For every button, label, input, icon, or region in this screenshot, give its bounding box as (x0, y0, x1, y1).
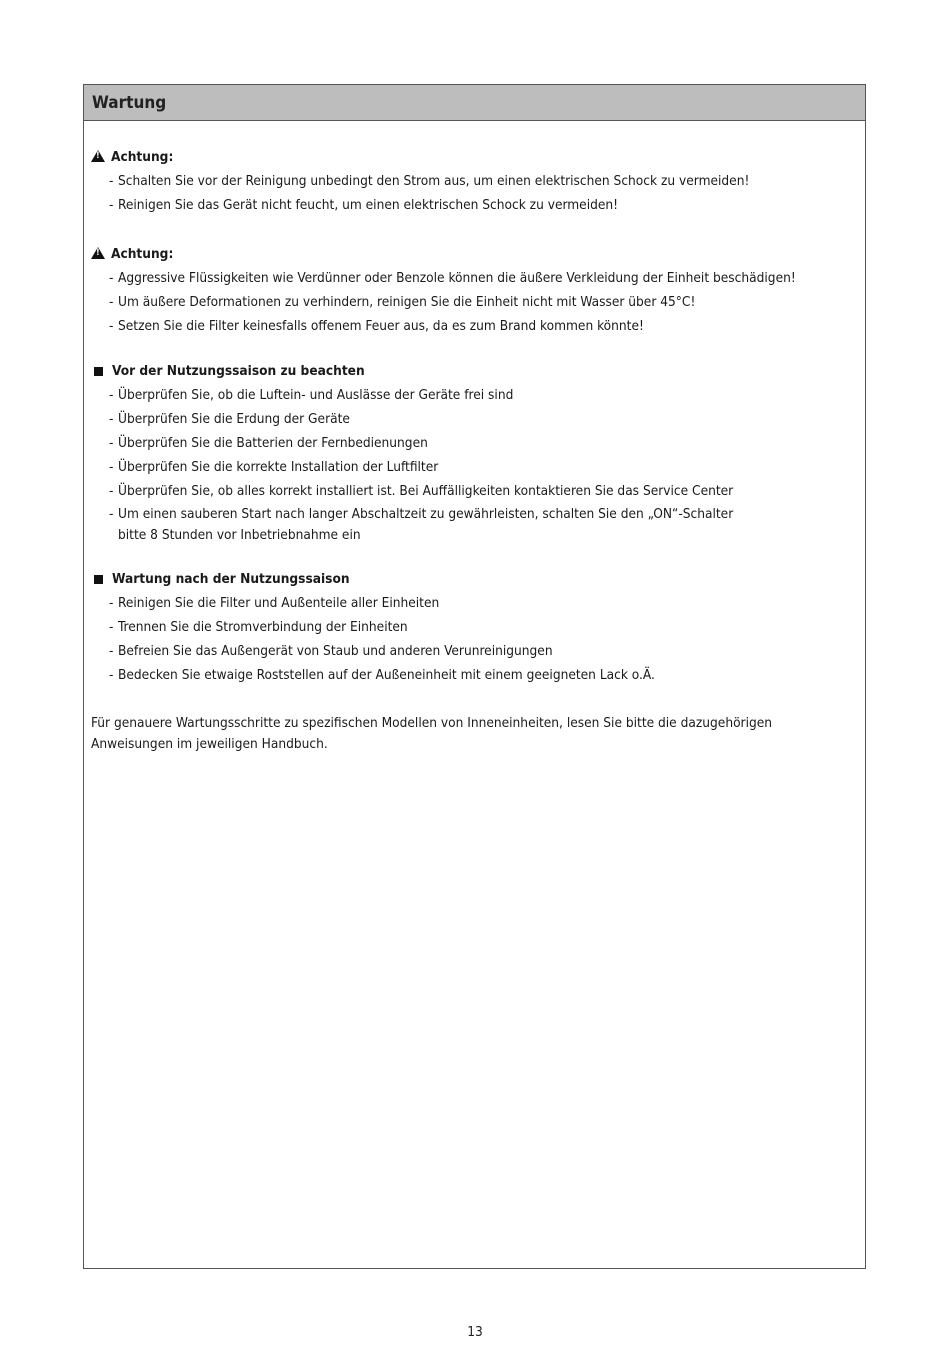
section-title: Wartung (92, 92, 167, 113)
before-season-title: Vor der Nutzungssaison zu beachten (112, 363, 365, 379)
warning-triangle-icon (91, 247, 105, 259)
warning-block-1 (91, 145, 859, 217)
list-item: - Trennen Sie die Stromverbindung der Einheiten (109, 619, 408, 635)
list-item: - Überprüfen Sie die korrekte Installation der Luftfilter (109, 459, 439, 475)
warning-heading (91, 145, 859, 169)
warning-label: Achtung: (111, 149, 174, 165)
list-item: - Überprüfen Sie die Erdung der Geräte (109, 411, 350, 427)
list-item: - Reinigen Sie das Gerät nicht feucht, um einen elektrischen Schock zu vermeiden! (109, 197, 619, 213)
list-item: - Überprüfen Sie die Batterien der Fernbedienungen (109, 435, 428, 451)
list-item: - Aggressive Flüssigkeiten wie Verdünner oder Benzole können die äußere Verkleidung der Einheit beschädigen! (109, 270, 796, 286)
before-season-block (91, 359, 859, 546)
footer-note: Für genauere Wartungsschritte zu spezifischen Modellen von Inneneinheiten, lesen Sie bitte die dazugehörigen Anweisungen im jeweiligen Handbuch. (91, 715, 773, 752)
warning-heading (91, 242, 859, 266)
warning-triangle-icon (91, 150, 105, 162)
list-item: - Um einen sauberen Start nach langer Abschaltzeit zu gewährleisten, schalten Sie den „ON“-Schalter bitte 8 Stunden vor Inbetriebnahme ein (109, 506, 734, 543)
warning-list (91, 169, 859, 217)
before-season-heading (91, 359, 859, 383)
list-item: - Reinigen Sie die Filter und Außenteile aller Einheiten (109, 595, 440, 611)
after-season-block (91, 567, 859, 687)
after-season-heading (91, 567, 859, 591)
list-item: - Schalten Sie vor der Reinigung unbedingt den Strom aus, um einen elektrischen Schock zu vermeiden! (109, 173, 750, 189)
maintenance-frame (83, 84, 866, 1269)
after-season-title: Wartung nach der Nutzungssaison (112, 571, 350, 587)
square-bullet-icon (94, 367, 103, 376)
list-item: - Setzen Sie die Filter keinesfalls offenem Feuer aus, da es zum Brand kommen könnte! (109, 318, 644, 334)
square-bullet-icon (94, 575, 103, 584)
before-season-list (91, 383, 859, 546)
list-item: - Um äußere Deformationen zu verhindern, reinigen Sie die Einheit nicht mit Wasser über 45°C! (109, 294, 696, 310)
content-area (84, 121, 865, 755)
list-item: - Überprüfen Sie, ob alles korrekt installiert ist. Bei Auffälligkeiten kontaktieren Sie das Service Center (109, 483, 734, 499)
warning-block-2 (91, 242, 859, 338)
warning-list (91, 266, 859, 338)
warning-label: Achtung: (111, 246, 174, 262)
after-season-list (91, 591, 859, 687)
list-item: - Befreien Sie das Außengerät von Staub und anderen Verunreinigungen (109, 643, 553, 659)
section-header (84, 85, 865, 121)
page-number: 13 (467, 1324, 483, 1340)
list-item: - Bedecken Sie etwaige Roststellen auf der Außeneinheit mit einem geeigneten Lack o.Ä. (109, 667, 655, 683)
list-item: - Überprüfen Sie, ob die Luftein- und Auslässe der Geräte frei sind (109, 387, 514, 403)
